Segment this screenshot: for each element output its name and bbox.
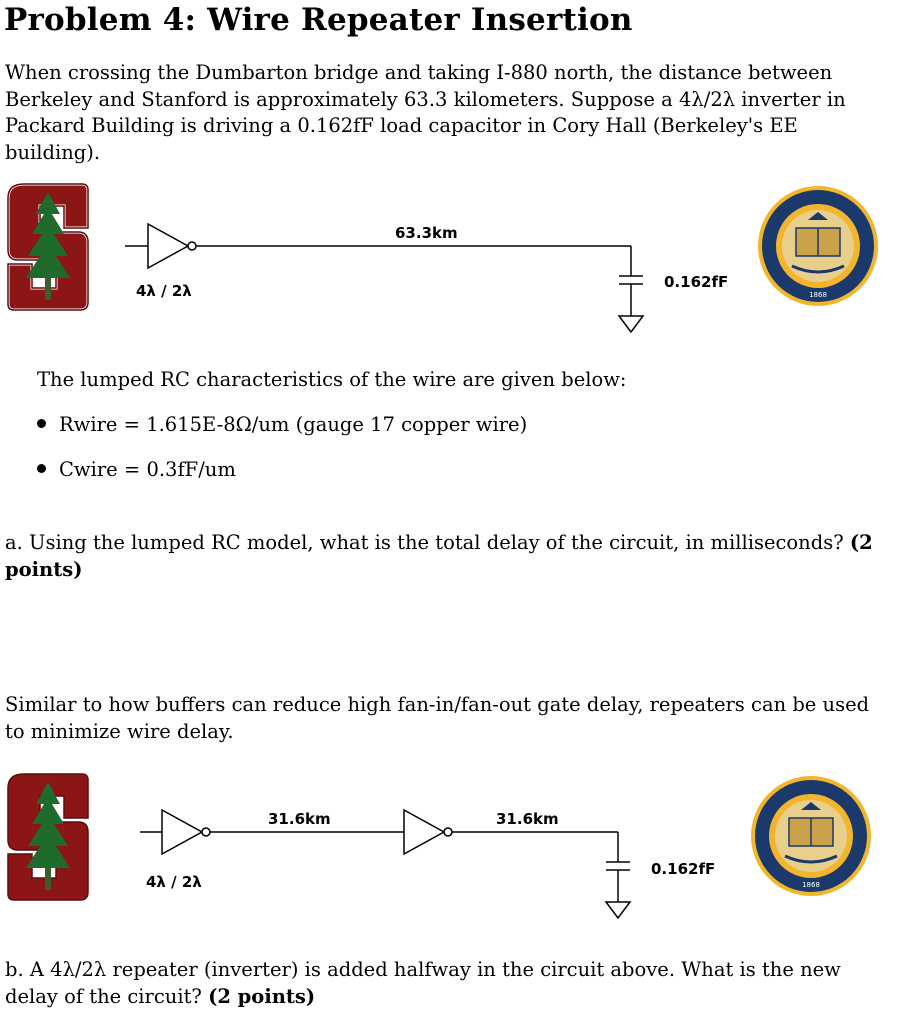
seal-year: 1868 xyxy=(802,881,820,889)
stanford-logo-icon xyxy=(8,184,88,310)
circuit-diagram-2 xyxy=(0,760,901,940)
load-cap-label: 0.162fF xyxy=(664,273,729,291)
load-capacitor xyxy=(619,246,643,332)
repeater-intro: Similar to how buffers can reduce high fan-in/fan-out gate delay, repeaters can be used to minimize wire delay. xyxy=(5,693,870,743)
bullet-rwire: Rwire = 1.615E-8Ω/um (gauge 17 copper wire) xyxy=(37,413,527,436)
wire1-length-label: 31.6km xyxy=(268,810,331,828)
load-cap-label: 0.162fF xyxy=(651,860,716,878)
intro-paragraph: When crossing the Dumbarton bridge and taking I-880 north, the distance between Berkeley and Stanford is approximately 63.3 kilometers. Suppose a 4λ/2λ inverter in Packard Building is driving a 0.162fF load capacitor in Cory Hall (Berkeley's EE building). xyxy=(5,61,846,164)
bullet-cwire: Cwire = 0.3fF/um xyxy=(37,458,236,481)
inverter-1 xyxy=(140,810,210,854)
inverter-1 xyxy=(125,224,196,268)
berkeley-seal-icon xyxy=(751,776,871,896)
wire-length-label: 63.3km xyxy=(395,224,458,242)
inverter-size-label: 4λ / 2λ xyxy=(136,282,192,300)
question-a: a. Using the lumped RC model, what is the total delay of the circuit, in milliseconds? (2 points) xyxy=(5,531,873,581)
stanford-logo-icon xyxy=(8,774,88,900)
wire2-length-label: 31.6km xyxy=(496,810,559,828)
problem-title: Problem 4: Wire Repeater Insertion xyxy=(4,2,633,38)
inverter-size-label: 4λ / 2λ xyxy=(146,873,202,891)
load-capacitor xyxy=(606,832,630,918)
circuit-diagram-1 xyxy=(0,178,901,353)
rc-intro: The lumped RC characteristics of the wire are given below: xyxy=(37,368,627,391)
repeater-inverter xyxy=(404,810,452,854)
berkeley-seal-icon xyxy=(758,186,878,306)
seal-year: 1868 xyxy=(809,291,827,299)
question-b: b. A 4λ/2λ repeater (inverter) is added halfway in the circuit above. What is the new delay of the circuit? (2 points) xyxy=(5,958,841,1008)
